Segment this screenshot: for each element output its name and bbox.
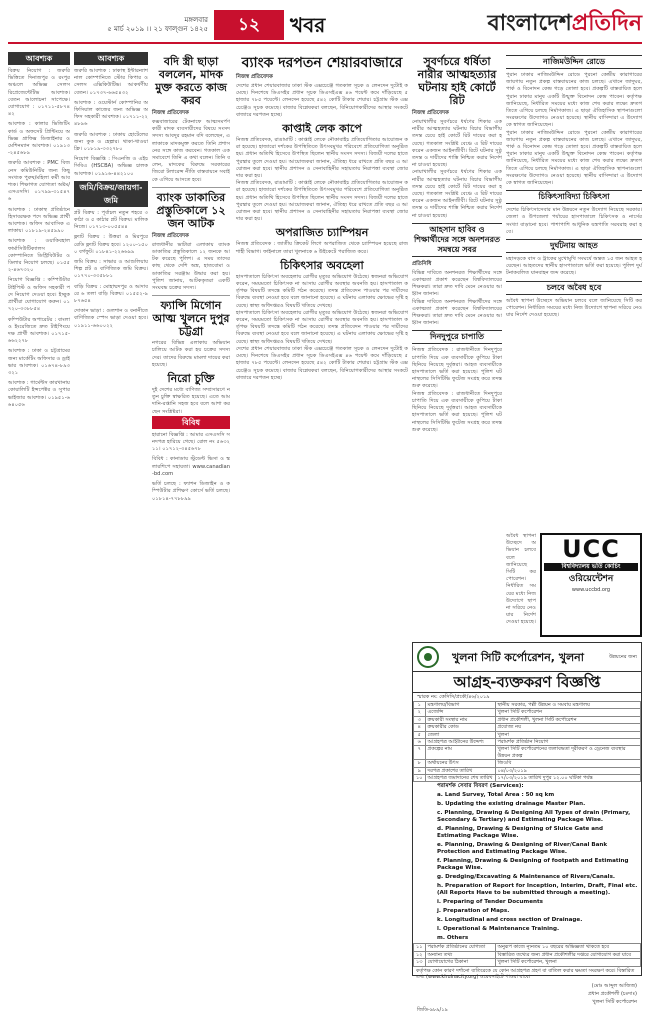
classified-ad: নিয়োগ বিজ্ঞপ্তি : সিএনজি ও এইচসিবিএ (HSCBA) অভিজ্ঞ চালক আবশ্যক। ০১৯১৬-৪৪২১০০	[74, 156, 148, 177]
gd-code: জিডি-৯৮৯/১৯	[417, 1006, 448, 1013]
article-body: নিজস্ব প্রতিবেদক : জাতীয় ক্রিকেট লিগে অপরাজিত থেকে চ্যাম্পিয়ন হয়েছে রাজশাহী বিভাগ। ফাইনালে তারা খুলনাকে ৬ উইকেটে পরাজিত করে।	[236, 241, 408, 255]
article-body: পুরান ঢাকার নাজিমউদ্দিন রোডে পুরনো কেন্দ্রীয় কারাগারের জায়গায় নতুন প্রকল্প বাস্তবায়নের কাজ চলছে। এখানে জাদুঘর, পার্ক ও বিনোদন কেন্দ্র গড়ে তোলা হবে। প্রকল্পটি বাস্তবায়িত হলে পুরান ঢাকার মানুষ একটি উন্মুক্ত বিনোদন কেন্দ্র পাবেন। কর্তৃপক্ষ জানিয়েছে, নির্ধারিত সময়ের মধ্যে কাজ শেষ করার লক্ষ্যে দ্রুতগতিতে এগিয়ে চলছে নির্মাণকাজ। এ ছাড়া ঐতিহাসিক স্থাপনাগুলো সংরক্ষণের উদ্যোগও নেওয়া হয়েছে। স্থানীয় বাসিন্দারা এ উদ্যোগকে স্বাগত জানিয়েছেন।	[506, 72, 642, 129]
column-heading-2: জমি/বিক্রয়/জায়গা-জমি	[74, 181, 148, 207]
classified-ad: আবশ্যক : গার্মেন্টস কারখানায় কোয়ালিটি ইন্সপেক্টর ও সুপারভাইজার আবশ্যক। ০১৯৫১-৬৬৪০৫৬	[8, 380, 70, 408]
tender-organization: খুলনা সিটি কর্পোরেশন, খুলনা	[452, 650, 584, 664]
tender-cell-k: ক্রয়কারী সংস্থার নাম	[425, 716, 495, 723]
tender-cell-n: ১	[414, 702, 426, 709]
tender-cell-k: অর্থায়নের উৎস	[425, 760, 495, 767]
tender-title: আগ্রহ-ব্যক্তকরণ বিজ্ঞপ্তি	[413, 671, 641, 693]
tender-cell-v: খুলনা সিটি কর্পোরেশন	[495, 709, 641, 716]
classified-ad: ভর্তি চলছে : ফ্যাশন ডিজাইন ও কম্পিউটার প্রশিক্ষণ কোর্সে ভর্তি চলছে। ০১৮১৪-৭৭৮৮৯৯	[152, 481, 230, 502]
service-item: f. Planning, Drawing & Designing of footpath and Estimating Package Wise.	[437, 858, 629, 872]
article-body-cont: নিজস্ব প্রতিবেদক, রাঙামাটি : কাপ্তাই লেকে নৌকাবাইচ প্রতিযোগিতার আয়োজন করা হয়েছে। হাজারো দর্শকের উপস্থিতিতে উৎসবমুখর পরিবেশে প্রতিযোগিতা অনুষ্ঠিত হয়। প্রধান অতিথি হিসেবে উপস্থিত ছিলেন স্থানীয় সংসদ সদস্য। বিজয়ী দলের হাতে পুরস্কার তুলে দেওয়া হয়। আয়োজকরা জানান, ঐতিহ্য ধরে রাখতে প্রতি বছর এ আয়োজন করা হবে। স্থানীয় প্রশাসন ও সেনাবাহিনীর সহায়তায় নিরাপত্তা ব্যবস্থা জোরদার করা হয়।	[236, 180, 408, 223]
tender-cell-n: ১৩	[414, 959, 426, 966]
tender-reference: স্মারক নং: কেসিসি/প্রকৌ/৪৬/২০১৯	[417, 694, 490, 700]
article-byline: নিজস্ব প্রতিবেদক	[152, 110, 189, 116]
classified-ad: বিক্রয় নিয়োগ : জরুরি ভিত্তিতে দিনাজপুর ও রংপুর অঞ্চলে অভিজ্ঞ সেলস রিপ্রেজেন্টেটিভ আবশ্যক। বেতন আলোচনা সাপেক্ষে। যোগাযোগ : ০১৭১১-৫৮৭৪৪২	[8, 68, 70, 118]
article-headline: বদি স্ত্রী ছাড়া বললেন, মাদক মুক্ত করতে কাজ করব	[155, 55, 227, 107]
news-column-5	[412, 52, 502, 636]
article-body-cont: নোয়াখালীর সুবর্ণচরে ধর্ষণের শিকার এক নারীর আত্মহত্যার ঘটনায় বিচার বিভাগীয় তদন্ত চেয়ে হাই কোর্টে রিট দায়ের করা হয়েছে। গতকাল সংশ্লিষ্ট বেঞ্চে এ রিট দায়ের করেন একজন আইনজীবী। রিটে ঘটনার সুষ্ঠু তদন্ত ও দায়ীদের শাস্তি নিশ্চিত করার নির্দেশনা চাওয়া হয়েছে।	[412, 169, 502, 219]
service-item: c. Planning, Drawing & Designing All Types of drain (Primary, Secondary & Tertiary) and Estimating Package Wise.	[437, 810, 631, 824]
tender-cell-k: যোগাযোগের ঠিকানা	[425, 959, 495, 966]
tender-cell-n: ৬	[414, 739, 426, 746]
article-body: নিজস্ব প্রতিবেদক : রাজধানীতে দিনদুপুরে চাপাতি দিয়ে এক ব্যবসায়ীকে কুপিয়ে টাকা ছিনিয়ে নিয়েছে দুর্বৃত্তরা। আহত ব্যবসায়ীকে হাসপাতালে ভর্তি করা হয়েছে। পুলিশ ঘটনাস্থলের সিসিটিভি ফুটেজ সংগ্রহ করে তদন্ত শুরু করেছে।	[412, 347, 502, 390]
divider	[152, 187, 230, 188]
classified-ad: আবশ্যক : ওয়াকিবহাল ফার্মাসিউটিক্যালস কোম্পানিতে ডিস্ট্রিবিউটর ও ডিলার নিয়োগ চলছে। ০১৫৫২-৪৬৭৩২০	[8, 238, 70, 274]
misc-ad-list	[152, 432, 230, 503]
tender-cell-n: ৯	[414, 767, 426, 774]
article-headline: নিরো চুক্তি	[167, 372, 215, 386]
tender-cell-v: ১৭/০৩/২০১৯ তারিখ দুপুর ১২.০০ ঘটিকা পর্যন্ত	[495, 775, 641, 782]
tender-header	[413, 643, 641, 671]
service-item: d. Planning, Drawing & Designing of Sluice Gate and Estimating Package Wise.	[437, 826, 604, 840]
news-column-6	[506, 52, 642, 528]
tender-table	[413, 701, 641, 782]
service-item: g. Dredging/Excavating & Maintenance of Rivers/Canals.	[437, 874, 616, 881]
article-body-cont: নিজস্ব প্রতিবেদক : রাজধানীতে দিনদুপুরে চাপাতি দিয়ে এক ব্যবসায়ীকে কুপিয়ে টাকা ছিনিয়ে নিয়েছে দুর্বৃত্তরা। আহত ব্যবসায়ীকে হাসপাতালে ভর্তি করা হয়েছে। পুলিশ ঘটনাস্থলের সিসিটিভি ফুটেজ সংগ্রহ করে তদন্ত শুরু করেছে।	[412, 390, 502, 433]
classifieds-column-1	[8, 52, 70, 976]
article-body-cont: অবৈধ স্থাপনা উচ্ছেদে অভিযান চলবে বলে জানিয়েছে সিটি করপোরেশন। নির্ধারিত সময়ের মধ্যে নিজ উদ্যোগে স্থাপনা সরিয়ে নেওয়ার নির্দেশ দেওয়া হয়েছে।	[506, 533, 536, 626]
article-body: মহাসড়কে বাস ও ট্রাকের মুখোমুখি সংঘর্ষে অন্তত ১৫ জন আহত হয়েছেন। আহতদের স্থানীয় হাসপাতালে ভর্তি করা হয়েছে। পুলিশ দুর্ঘটনাকবলিত যানবাহন জব্দ করেছে।	[506, 256, 642, 277]
article-byline: নিজস্ব প্রতিবেদক	[412, 110, 449, 116]
article-headline: ব্যাংক দরপতন শেয়ারবাজারে	[241, 55, 403, 71]
tender-row	[414, 731, 641, 738]
classifieds-column-2	[74, 52, 148, 976]
tender-cell-v: খুলনা সিটি কর্পোরেশন, খুলনা	[495, 959, 641, 966]
article-body: বিভিন্ন দাবিতে অনশনরত শিক্ষার্থীদের সঙ্গে একাত্মতা প্রকাশ করেছেন বিশ্ববিদ্যালয়ের শিক্ষকরা। তারা দ্রুত দাবি মেনে নেওয়ার আহ্বান জানান।	[412, 269, 502, 298]
service-item: b. Updating the existing drainage Master Plan.	[437, 801, 586, 808]
article-body: কক্সবাজারের টেকনাফে আত্মসমর্পণকারী মাদক ব্যবসায়ীদের বিষয়ে সংসদ সদস্য আবদুর রহমান বদি বলেছেন, এলাকাকে মাদকমুক্ত করতে তিনি প্রশাসনের সঙ্গে কাজ করবেন। গতকাল এক সমাবেশে তিনি এ কথা বলেন। তিনি বলেন, মাদকের বিরুদ্ধে সরকারের জিরো টলারেন্স নীতি বাস্তবায়নে সবাইকে এগিয়ে আসতে হবে।	[152, 119, 230, 183]
article-headline: কাপ্তাই লেক কাপে	[282, 122, 362, 136]
classified-ad: আবশ্যক : কালার ভিজিটিং কার্ড ও অফসেট প্রিন্টিংয়ে অভিজ্ঞ গ্রাফিক্স ডিজাইনার ও মেশিনম্যান আবশ্যক। ০১৯১৩-২৪৫৬৮৯	[8, 121, 70, 157]
classified-ad: কম্পিউটার অপারেটর : বাংলা ও ইংরেজিতে দ্রুত টাইপিংয়ে দক্ষ প্রার্থী আবশ্যক। ০১৭১৫-৬৬২২৭৮	[8, 316, 70, 345]
classified-ad: প্লট বিক্রয় : পূর্বাচল নতুন শহরে ৩ কাঠা ও ৫ কাঠার প্লট বিক্রয়। মালিক নিজে। ০১৭১৩-০০৫৫৪৪	[74, 209, 148, 231]
classified-ad: জরুরি আবশ্যক : PMC বিজনেস কমিউনিটির জন্য কিছু সংখ্যক পুরুষ/মহিলা কর্মী আবশ্যক। শিক্ষাগত যোগ্যতা অষ্টম/এসএসসি। ০১৭৯৯-৩১৫৪৭৬	[8, 160, 70, 203]
tender-footnote: কর্তৃপক্ষ কোন কারণ দর্শানো ব্যতিরেকে যে কোন আগ্রহপত্র গ্রহণ বা বাতিল করার ক্ষমতা সংরক্ষণ করে। বিস্তারিত তথ্য (www.khulnacity.org) ওয়েবসাইটে পাওয়া যাবে।	[416, 967, 635, 981]
classified-ad: হারানো বিজ্ঞপ্তি : আমার এসএসসি সনদপত্র হারিয়ে গেছে। রোল নং ৫৬৩২১১। ০১৭১২-৩৪৫৬৭৮	[152, 431, 230, 453]
classified-ad: আবশ্যক : ঢাকা ও চট্টগ্রামের জন্য মার্কেটিং অফিসার ও ড্রাইভার আবশ্যক। ০১৬৭৪-৮৯৩৩২১	[8, 348, 70, 376]
tender-cell-k: এজেন্সি	[425, 709, 495, 716]
ad-list	[74, 68, 148, 178]
classified-ad: ফ্ল্যাট বিক্রয় : উত্তরা ও মিরপুরে রেডি ফ্ল্যাট বিক্রয় হবে। ১২০০-১৫০০ বর্গফুট। ০১৮৪১-২২৬৬৯৯	[74, 234, 148, 255]
ad-line-2: ওরিয়েন্টেশন	[568, 574, 614, 584]
classified-ad: জরুরি আবশ্যক : ঢাকায় হোটেলের জন্য কুক ও হেল্পার। থাকা-খাওয়া ফ্রি। ০১৮১৯-৩৩২৭৮০	[74, 131, 148, 153]
tender-row	[414, 760, 641, 767]
tender-cell-n: ৮	[414, 760, 426, 767]
signatory-name: (মোঃ আব্দুল আজিজ)	[591, 982, 637, 989]
column-heading: আবশ্যক	[74, 52, 148, 65]
tender-cell-k: মন্ত্রণালয়/বিভাগ	[425, 702, 495, 709]
classified-ad: নিয়োগ বিজ্ঞপ্তি : কম্পিউটার টাইপিস্ট ও অফিস সহকারী পদে নিয়োগ দেওয়া হবে। ইচ্ছুক প্রার্থীরা যোগাযোগ করুন। ০১৭২০-৩৩৮৮৫৪	[8, 277, 70, 313]
tender-row	[414, 775, 641, 782]
service-item: m. Others	[437, 935, 469, 942]
tender-cell-v: পরামর্শক প্রতিষ্ঠান নিয়োগ	[495, 739, 641, 746]
article-headline: চিকিৎসার অবহেলা	[280, 258, 364, 272]
city-corporation-seal-icon	[417, 646, 439, 668]
tender-table-2	[413, 943, 641, 966]
tender-cell-v: খুলনা সিটি কর্পোরেশনের জলাবদ্ধতা দূরীকরণ ও ড্রেনেজ ব্যবস্থার উন্নয়ন প্রকল্প	[495, 746, 641, 760]
article-headline: চলবে অবৈধ হবে	[506, 281, 642, 295]
article-headline: নাজিমউদ্দিন রোডে	[506, 55, 642, 69]
article-byline: নিজস্ব প্রতিবেদক	[236, 74, 273, 80]
section-title: খবর	[290, 13, 326, 37]
signatory-title: প্রধান প্রকৌশলী (চঃদাঃ)	[588, 990, 637, 997]
newspaper-logo: বাংলাদেশপ্রতিদিন	[487, 11, 642, 36]
tender-cell-n: ৭	[414, 746, 426, 760]
article-body: হাসপাতালে চিকিৎসা অবহেলায় রোগীর মৃত্যুর অভিযোগ উঠেছে। স্বজনরা অভিযোগ করেন, সময়মতো চিকিৎসক না আসায় রোগীর অবস্থার অবনতি হয়। হাসপাতাল কর্তৃপক্ষ বিষয়টি তদন্তে কমিটি গঠন করেছে। তদন্ত প্রতিবেদন পাওয়ার পর দায়ীদের বিরুদ্ধে ব্যবস্থা নেওয়া হবে বলে জানানো হয়েছে। এ ঘটনায় এলাকায় ক্ষোভের সৃষ্টি হয়েছে। স্বাস্থ্য অধিদপ্তরও বিষয়টি খতিয়ে দেখছে।	[236, 273, 408, 309]
tender-cell-v: ০৪/০৩/২০১৯	[495, 767, 641, 774]
article-body-cont: পুরান ঢাকার নাজিমউদ্দিন রোডে পুরনো কেন্দ্রীয় কারাগারের জায়গায় নতুন প্রকল্প বাস্তবায়নের কাজ চলছে। এখানে জাদুঘর, পার্ক ও বিনোদন কেন্দ্র গড়ে তোলা হবে। প্রকল্পটি বাস্তবায়িত হলে পুরান ঢাকার মানুষ একটি উন্মুক্ত বিনোদন কেন্দ্র পাবেন। কর্তৃপক্ষ জানিয়েছে, নির্ধারিত সময়ের মধ্যে কাজ শেষ করার লক্ষ্যে দ্রুতগতিতে এগিয়ে চলছে নির্মাণকাজ। এ ছাড়া ঐতিহাসিক স্থাপনাগুলো সংরক্ষণের উদ্যোগও নেওয়া হয়েছে। স্থানীয় বাসিন্দারা এ উদ্যোগকে স্বাগত জানিয়েছেন।	[506, 129, 642, 187]
tender-row	[414, 746, 641, 760]
classified-ad: আবশ্যক : ঢাকাস্থ প্রতিষ্ঠানে হিসাবরক্ষক পদে অভিজ্ঞ প্রার্থী আবশ্যক। অফিস আবাসিক এলাকায়। ০১৮১৯-২৪৫৯৯০	[8, 206, 70, 235]
article-body: অবৈধ স্থাপনা উচ্ছেদে অভিযান চলবে বলে জানিয়েছে সিটি করপোরেশন। নির্ধারিত সময়ের মধ্যে নিজ উদ্যোগে স্থাপনা সরিয়ে নেওয়ার নির্দেশ দেওয়া হয়েছে।	[506, 297, 642, 319]
service-item: j. Preparation of Maps.	[437, 908, 510, 915]
article-body-cont: বিভিন্ন দাবিতে অনশনরত শিক্ষার্থীদের সঙ্গে একাত্মতা প্রকাশ করেছেন বিশ্ববিদ্যালয়ের শিক্ষকরা। তারা দ্রুত দাবি মেনে নেওয়ার আহ্বান জানান।	[412, 298, 502, 327]
page-number: ১২	[214, 10, 284, 40]
article-headline: অপরাজিত চ্যাম্পিয়ন	[275, 226, 369, 240]
tender-tagline: উন্নয়নের জন্য	[609, 654, 637, 660]
classified-ad: জরুরি আবশ্যক : ঢাকাস্থ ইন্টারন্যাশনাল কোম্পানিতে স্টোর কিপার ও সেলস এক্সিকিউটিভ। আকর্ষণীয় বেতন। ০১৭৩৭-৬৬৫৪৩২	[74, 68, 148, 96]
article-headline: চিকিৎসাবিদ্যা চিকিৎসা	[506, 190, 642, 204]
article-body: দেশের প্রধান শেয়ারবাজার ঢাকা স্টক এক্সচেঞ্জে গতকাল সূচক ও লেনদেন দুটোই কমেছে। দিনশেষে ডিএসইর প্রধান সূচক ডিএসইএক্স ৪৬ পয়েন্ট কমে দাঁড়িয়েছে ৫ হাজার ৭৮৫ পয়েন্টে। লেনদেন হয়েছে ৫৪২ কোটি টাকার শেয়ার। চট্টগ্রাম স্টক এক্সচেঞ্জেও সূচক কমেছে। বাজার বিশ্লেষকরা বলছেন, বিনিয়োগকারীদের আস্থার সংকটে বাজারে দরপতন হচ্ছে।	[236, 83, 408, 118]
tender-cell-n: ৫	[414, 731, 426, 738]
service-item: k. Longitudinal and cross section of Drainage.	[437, 917, 583, 924]
tender-cell-v: অনুরূপ কাজে ন্যূনতম ১০ বছরের অভিজ্ঞতা থাকতে হবে	[495, 944, 641, 951]
news-column-3	[152, 52, 230, 976]
misc-heading: বিবিধ	[152, 416, 230, 429]
tender-cell-v: স্থানীয় সরকার, পল্লী উন্নয়ন ও সমবায় মন্ত্রণালয়	[495, 702, 641, 709]
tender-cell-n: ১০	[414, 775, 426, 782]
ad-list	[8, 68, 70, 409]
tender-row	[414, 724, 641, 731]
article-headline: সুবর্ণচরে ধর্ষিতা নারীর আত্মহত্যার ঘটনায় হাই কোর্টে রিট	[417, 55, 497, 107]
ucc-coaching-ad[interactable]	[540, 533, 642, 637]
ad-list-2	[74, 210, 148, 330]
article-body-cont: হাসপাতালে চিকিৎসা অবহেলায় রোগীর মৃত্যুর অভিযোগ উঠেছে। স্বজনরা অভিযোগ করেন, সময়মতো চিকিৎসক না আসায় রোগীর অবস্থার অবনতি হয়। হাসপাতাল কর্তৃপক্ষ বিষয়টি তদন্তে কমিটি গঠন করেছে। তদন্ত প্রতিবেদন পাওয়ার পর দায়ীদের বিরুদ্ধে ব্যবস্থা নেওয়া হবে বলে জানানো হয়েছে। এ ঘটনায় এলাকায় ক্ষোভের সৃষ্টি হয়েছে। স্বাস্থ্য অধিদপ্তরও বিষয়টি খতিয়ে দেখছে।	[236, 309, 408, 345]
ad-line-1: বিশ্ববিদ্যালয় ভর্তি কোচিং	[544, 563, 638, 571]
tender-cell-n: ৪	[414, 724, 426, 731]
tender-cell-k: অন্যান্য তথ্য	[425, 951, 495, 958]
tender-cell-v: প্রযোজ্য নয়	[495, 724, 641, 731]
tender-cell-k: প্রকল্পের নাম	[425, 746, 495, 760]
article-body: নগরের বিভিন্ন এলাকায় অভিযান চালিয়ে আটক করা হয় চক্রের সদস্যদের। তাদের বিরুদ্ধে মামলা দায়ের করা হয়েছে।	[152, 340, 230, 368]
column-heading: আবশ্যক	[8, 52, 70, 65]
article-byline: নিজস্ব প্রতিবেদক	[152, 232, 189, 239]
divider	[152, 295, 230, 296]
tender-cell-k: দরপত্র প্রকাশের তারিখ	[425, 767, 495, 774]
services-intro: পরামর্শক সেবার বিবরণ (Services):	[437, 783, 524, 790]
article-body: দুই দেশের মধ্যে বাণিজ্য সম্প্রসারণে নতুন চুক্তি স্বাক্ষরিত হয়েছে। এতে আমদানি-রপ্তানি সহজ হবে বলে আশা করছেন সংশ্লিষ্টরা।	[152, 387, 230, 415]
classified-ad: জমি বিক্রয় : সাভার ও আশুলিয়ায় শিল্প প্লট ও বাণিজ্যিক জমি বিক্রয়। ০১৭৭০-৩৩৫৮৮১	[74, 259, 148, 280]
tender-cell-k: আগ্রহপত্র জমাদানের শেষ তারিখ	[425, 775, 495, 782]
article-headline: ফ্যান্সি মিগোন আত্ম খুলনে দুপুর চট্টগ্রা	[152, 299, 230, 339]
tender-row	[414, 767, 641, 774]
ad-website: www.uccbd.org	[571, 587, 611, 593]
services-list	[413, 791, 641, 943]
classified-ad: বিবিধ : কানাডায় স্টুডেন্ট ভিসা ও স্কলারশিপে সহায়তা। www.canadian-bd.com	[152, 456, 230, 477]
tender-cell-v: প্রধান প্রকৌশলী, খুলনা সিটি কর্পোরেশন	[495, 716, 641, 723]
tender-cell-k: আগ্রহপত্র আহ্বানের উদ্দেশ্য	[425, 739, 495, 746]
tender-row	[414, 959, 641, 966]
tender-cell-k: জেলা	[425, 731, 495, 738]
tender-row	[414, 709, 641, 716]
tender-cell-n: ২	[414, 709, 426, 716]
tender-cell-v: বিস্তারিত তথ্যের জন্য প্রধান প্রকৌশলীর দপ্তরে যোগাযোগ করা যাবে	[495, 951, 641, 958]
tender-cell-n: ১১	[414, 944, 426, 951]
masthead	[8, 8, 642, 44]
issue-date: মঙ্গলবার ৫ মার্চ ২০১৯ ।। ২১ ফাল্গুন ১৪২৫	[107, 16, 208, 34]
tender-row	[414, 951, 641, 958]
article-body: দেশের চিকিৎসাসেবার মান উন্নয়নে নতুন উদ্যোগ নিয়েছে সরকার। জেলা ও উপজেলা পর্যায়ের হাসপাতালে চিকিৎসক ও নার্সের সংখ্যা বাড়ানো হবে। পাশাপাশি আধুনিক যন্ত্রপাতি সরবরাহ করা হবে।	[506, 207, 642, 235]
news-column-4	[236, 52, 408, 976]
classified-ad: বাড়ি বিক্রয় : মোহাম্মদপুর ও আদাবরে ৬ তলা বাড়ি বিক্রয়। ০১৫৫২-৯৮৭৬৫৪	[74, 283, 148, 305]
tender-row	[414, 702, 641, 709]
classified-ad: আবশ্যক : ওয়েস্টার্ন কোম্পানির অফিসিয়াল কাজের জন্য অভিজ্ঞ অফিস সহকারী আবশ্যক। ০১৭১১-২২৪৮৯৬	[74, 99, 148, 128]
signatory-org: খুলনা সিটি কর্পোরেশন	[592, 998, 637, 1005]
article-body: নিজস্ব প্রতিবেদক, রাঙামাটি : কাপ্তাই লেকে নৌকাবাইচ প্রতিযোগিতার আয়োজন করা হয়েছে। হাজারো দর্শকের উপস্থিতিতে উৎসবমুখর পরিবেশে প্রতিযোগিতা অনুষ্ঠিত হয়। প্রধান অতিথি হিসেবে উপস্থিত ছিলেন স্থানীয় সংসদ সদস্য। বিজয়ী দলের হাতে পুরস্কার তুলে দেওয়া হয়। আয়োজকরা জানান, ঐতিহ্য ধরে রাখতে প্রতি বছর এ আয়োজন করা হবে। স্থানীয় প্রশাসন ও সেনাবাহিনীর সহায়তায় নিরাপত্তা ব্যবস্থা জোরদার করা হয়।	[236, 137, 408, 180]
tender-cell-k: ক্রয়কারীর কোড	[425, 724, 495, 731]
article-headline: দিনদুপুরে চাপাতি	[412, 330, 502, 344]
article-body: নোয়াখালীর সুবর্ণচরে ধর্ষণের শিকার এক নারীর আত্মহত্যার ঘটনায় বিচার বিভাগীয় তদন্ত চেয়ে হাই কোর্টে রিট দায়ের করা হয়েছে। গতকাল সংশ্লিষ্ট বেঞ্চে এ রিট দায়ের করেন একজন আইনজীবী। রিটে ঘটনার সুষ্ঠু তদন্ত ও দায়ীদের শাস্তি নিশ্চিত করার নির্দেশনা চাওয়া হয়েছে।	[412, 119, 502, 169]
tender-cell-v: খুলনা	[495, 731, 641, 738]
tender-cell-n: ১২	[414, 951, 426, 958]
tender-notice	[412, 642, 642, 1013]
service-item: e. Planning, Drawing & Designing of River/Canal Bank Protection and Estimating Package Wise.	[437, 842, 608, 856]
article-body-cont: দেশের প্রধান শেয়ারবাজার ঢাকা স্টক এক্সচেঞ্জে গতকাল সূচক ও লেনদেন দুটোই কমেছে। দিনশেষে ডিএসইর প্রধান সূচক ডিএসইএক্স ৪৬ পয়েন্ট কমে দাঁড়িয়েছে ৫ হাজার ৭৮৫ পয়েন্টে। লেনদেন হয়েছে ৫৪২ কোটি টাকার শেয়ার। চট্টগ্রাম স্টক এক্সচেঞ্জেও সূচক কমেছে। বাজার বিশ্লেষকরা বলছেন, বিনিয়োগকারীদের আস্থার সংকটে বাজারে দরপতন হচ্ছে।	[236, 345, 408, 381]
article-body: রাজধানীর ভাটারা এলাকায় ব্যাংক ডাকাতির প্রস্তুতিকালে ১২ জনকে আটক করেছে পুলিশ। এ সময় তাদের কাছ থেকে দেশি অস্ত্র, হাতবোমা ও ডাকাতির সরঞ্জাম উদ্ধার করা হয়। পুলিশ জানায়, আটককৃতরা একটি সংঘবদ্ধ চক্রের সদস্য।	[152, 241, 230, 292]
tender-cell-k: পরামর্শক প্রতিষ্ঠানের যোগ্যতা	[425, 944, 495, 951]
article-headline: ব্যাংক ডাকাতির প্রস্তুতিকালে ১২ জন আটক	[156, 190, 226, 230]
tender-row	[414, 739, 641, 746]
tender-cell-v: জিওবি	[495, 760, 641, 767]
ucc-logo: UCC	[562, 535, 620, 563]
article-headline: আহসান হাবিব ও শিক্ষার্থীদের সঙ্গে অনশনরত সমন্বয়ে সবর	[412, 223, 502, 257]
service-item: h. Preparation of Report for Inception, Interim, Draft, Final etc. (All Reports Have to be submitted through a meeting).	[437, 883, 638, 897]
tender-cell-n: ৩	[414, 716, 426, 723]
service-item: a. Land Survey, Total Area : 50 sq km	[437, 792, 555, 799]
service-item: i. Preparing of Tender Documents	[437, 899, 543, 906]
tender-row	[414, 716, 641, 723]
article-headline: দুর্ঘটনায় আহত	[506, 239, 642, 253]
article-byline: প্রতিনিধি	[412, 260, 432, 267]
news-column-6-lower	[506, 533, 536, 637]
service-item: l. Operational & Maintenance Training.	[437, 926, 560, 933]
classified-ad: দোকান ভাড়া : গুলশান ও বনানীতে বাণিজ্যিক স্পেস ভাড়া দেওয়া হবে। ০১৯১১-৬৬০০২২	[74, 308, 148, 329]
tender-row	[414, 944, 641, 951]
